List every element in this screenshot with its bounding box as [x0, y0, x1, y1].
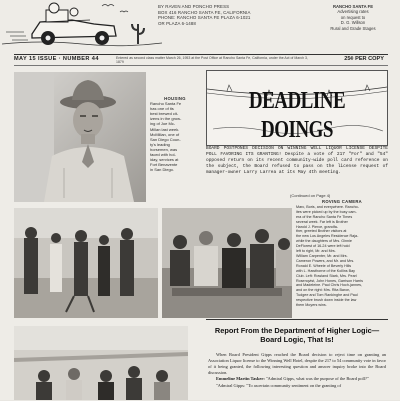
caption-line: faced with hol- [150, 152, 176, 158]
caption-line: San Diego Coun- [150, 136, 181, 142]
report-headline: Report From the Department of Higher Logic— Board Logic, That Is! [214, 326, 380, 344]
group-outdoor-photo [14, 208, 158, 318]
caption-line: ty's leading [150, 141, 170, 147]
report-paragraph [208, 376, 386, 382]
caption-line: Rancho Santa Fe [150, 101, 182, 107]
price: 25¢ PER COPY [344, 56, 384, 62]
group-bottom-photo [14, 326, 188, 400]
caption-line: Cameron Powers, and Mr. and Mrs. [296, 258, 355, 263]
housing-caption [150, 96, 200, 172]
caption-line: Rosenqvist, John Hones, Garrison Harris [296, 278, 364, 283]
portrait-photo [14, 72, 146, 202]
caption-line: left to right, Mr. and Mrs. [296, 249, 336, 254]
caption-line: ing of Joe Mc- [150, 121, 176, 127]
caption-line: and on the right: Mrs. Rita Baron, [296, 288, 351, 293]
deadline-doings-banner [206, 70, 388, 146]
advert-line: Advertising rates [337, 9, 369, 15]
roving-camera-caption [296, 200, 388, 308]
caption-title: HOUSING [164, 96, 186, 101]
caption-line: ites were picked up by the busy cam- [296, 209, 357, 214]
deadline-story-text: BOARD POSTPONES DECISION ON WINNING WELL LIQUOR LICENSE DESPITE POLL FAVORING ITS GRANTING! Despite a vote of 217 "For" and "54" opposed return on its recent community-wide poll card reference on the subject, the Board refused to pass on the license request of manager-owner Larry Larrea at its May 4th meeting. [206, 146, 388, 175]
deadline-doings-title: DEADLINE DOINGS [248, 87, 346, 144]
masthead [0, 0, 400, 52]
caption-line: Tudgee and Tom Rankinghe and Paul [296, 293, 358, 298]
paragraph-text: "Admiral Gipps, what was the purpose of the Board poll?" [264, 376, 369, 382]
group-seated-photo [162, 208, 292, 318]
caption-line: William Carpenter, Mr. and Mrs. [296, 253, 348, 258]
caption-line: DeFlorest of 16-24 were left hold [296, 244, 350, 249]
caption-line: several week. Far left is Brother [296, 219, 348, 224]
advert-line: on request to [340, 14, 366, 20]
paragraph-lead: Emmeline Martin Tasker: [216, 376, 265, 382]
caption-line: iday, services at [150, 157, 179, 163]
caption-line: respective brush down inside the law [296, 298, 357, 303]
address-line: BOX 416 RANCHO SANTA FE, CALIFORNIA [158, 9, 251, 15]
issue-date-number: MAY 15 ISSUE · NUMBER 44 [14, 56, 99, 62]
caption-line: best brewed cit- [150, 111, 179, 117]
caption-line: Harold J. Pierce, grandfa- [296, 224, 339, 229]
caption-line: them Moyers wins. [296, 303, 327, 308]
caption-line: horsemen, was [150, 146, 178, 152]
caption-line: the new Los Angeles Residence Raja- [296, 234, 359, 239]
postal-notice: Entered as second class matter March 26, 1953 at the Post Office at Rancho Santa Fe, California, under the Act of March 3, 1879 [116, 56, 308, 64]
caption-line: Ronald E. Wheele of Beverly Hills [296, 263, 352, 268]
address-line: OR PLAZA 6-1488 [158, 20, 196, 26]
paragraph-text: "Admiral Gipps: "To ascertain community sentiment on the granting of [216, 382, 342, 388]
caption-line: and Madeleine. Paul Chris Hoch-jannes, [296, 283, 363, 288]
issue-bar [14, 54, 388, 66]
caption-line: in San Diego. [150, 167, 175, 173]
caption-line: with L. Hawthorne of the Kollins Bay [296, 268, 356, 273]
advert-line: RANCHO SANTA FE [332, 4, 373, 9]
paragraph-text: When Board President Gipps reached the Board decision to reject time on granting an Association Liquor license to the Winning Well Hotel, despite the 217 to 54 community vote in favor of it being granted, the following interesting question and answer inquiry broke into the Board discussion. [208, 352, 386, 375]
address-line: BY RAVEN AND PONCHO PRESS [158, 4, 230, 9]
caption-line: Fort Benavente [150, 162, 178, 168]
report-body [208, 352, 386, 389]
advertising-info [318, 4, 388, 31]
caption-line: Club. Left: Rowland Stark, Mrs. Pearl [296, 273, 357, 278]
caption-line: Millan last week. [150, 126, 180, 132]
caption-title: ROVING CAMERA [322, 199, 362, 204]
jeep-cartoon-illustration [2, 0, 162, 50]
caption-line: ther, greeted Brother visitors at [296, 229, 347, 234]
caption-line: while the daughters of Mrs. Ginnie [296, 239, 352, 244]
continued-notice: (Continued on Page 4) [290, 193, 331, 198]
publisher-address [158, 4, 298, 26]
caption-line: izens in the grow- [150, 116, 182, 122]
caption-line: era of the Rancho Santa Fe Times [296, 214, 353, 219]
caption-line: McMillan, one of [150, 131, 180, 137]
caption-line: has one of its [150, 106, 174, 112]
advert-line: Rural and Grade Stages [330, 25, 376, 31]
address-line: PHONE: RANCHO SANTA FE PLAZA 6-1021 [158, 15, 251, 21]
caption-line: Marc, Boris, and everywhere. Rancho- [296, 204, 359, 209]
advert-line: D. G. Willson [340, 20, 366, 26]
report-paragraph [208, 383, 386, 389]
report-paragraph [208, 352, 386, 376]
higher-logic-report [206, 319, 388, 401]
